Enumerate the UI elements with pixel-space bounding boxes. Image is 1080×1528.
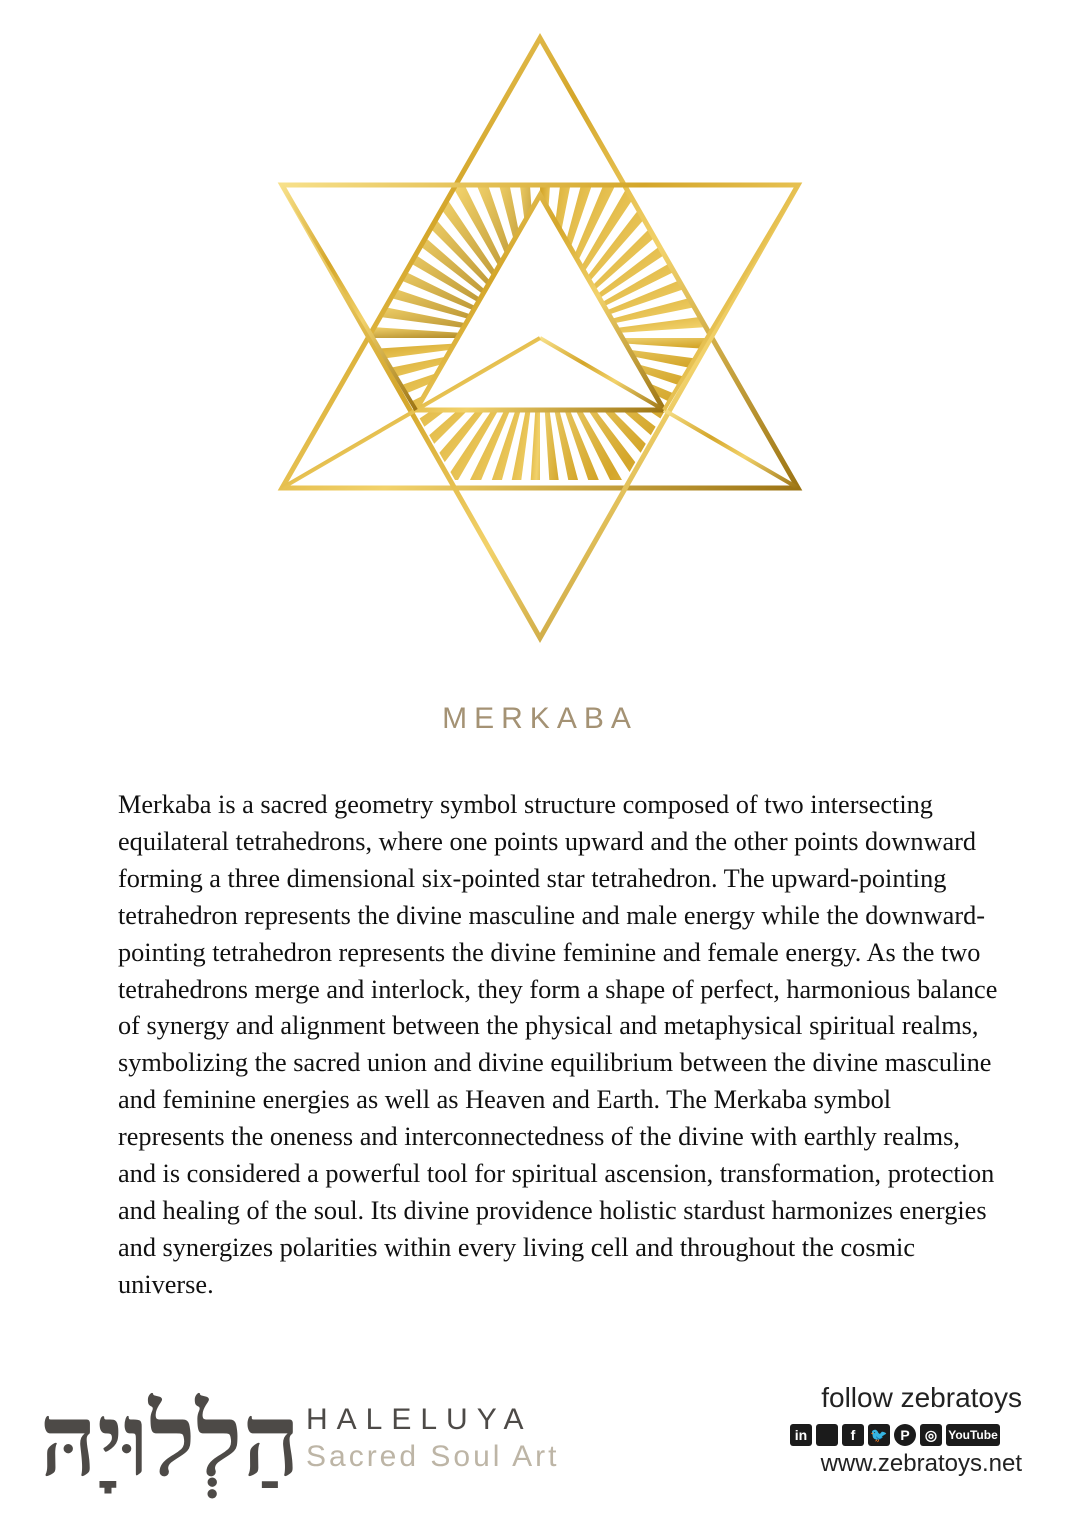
merkaba-emblem <box>270 28 810 648</box>
follow-label: follow zebratoys <box>821 1382 1022 1413</box>
twitter-icon[interactable]: 🐦 <box>868 1424 890 1446</box>
hebrew-logo: הַלְלוּיָהּ <box>39 1381 300 1499</box>
pinterest-icon[interactable]: P <box>894 1424 916 1446</box>
description-text: Merkaba is a sacred geometry symbol structure composed of two intersecting equilateral tetrahedrons, where one points upward and the other points downward forming a three dimensional six-pointed star tetrahedron. The upward-pointing tetrahedron represents the divine masculine and male energy while the downward-pointing tetrahedron represents the divine feminine and female energy. As the two tetrahedrons merge and interlock, they form a shape of perfect, harmonious balance of synergy and alignment between the physical and metaphysical spiritual realms, symbolizing the sacred union and divine equilibrium between the divine masculine and feminine energies as well as Heaven and Earth. The Merkaba symbol represents the oneness and interconnectedness of the divine with earthly realms, and is considered a powerful tool for spiritual ascension, transformation, protection and healing of the soul. Its divine providence holistic stardust harmonizes energies and synergizes polarities within every living cell and throughout the cosmic universe. <box>118 790 998 1299</box>
page-title: MERKABA <box>442 702 638 735</box>
facebook-icon[interactable]: f <box>842 1424 864 1446</box>
square-icon[interactable] <box>816 1424 838 1446</box>
brand-name: HALELUYA <box>306 1403 533 1436</box>
instagram-icon[interactable]: ◎ <box>920 1424 942 1446</box>
linkedin-icon[interactable]: in <box>790 1424 812 1446</box>
website-link[interactable]: www.zebratoys.net <box>820 1450 1022 1477</box>
youtube-icon[interactable]: YouTube <box>946 1424 1000 1446</box>
social-icons <box>790 1424 1000 1446</box>
brand-subtitle: Sacred Soul Art <box>306 1440 560 1473</box>
